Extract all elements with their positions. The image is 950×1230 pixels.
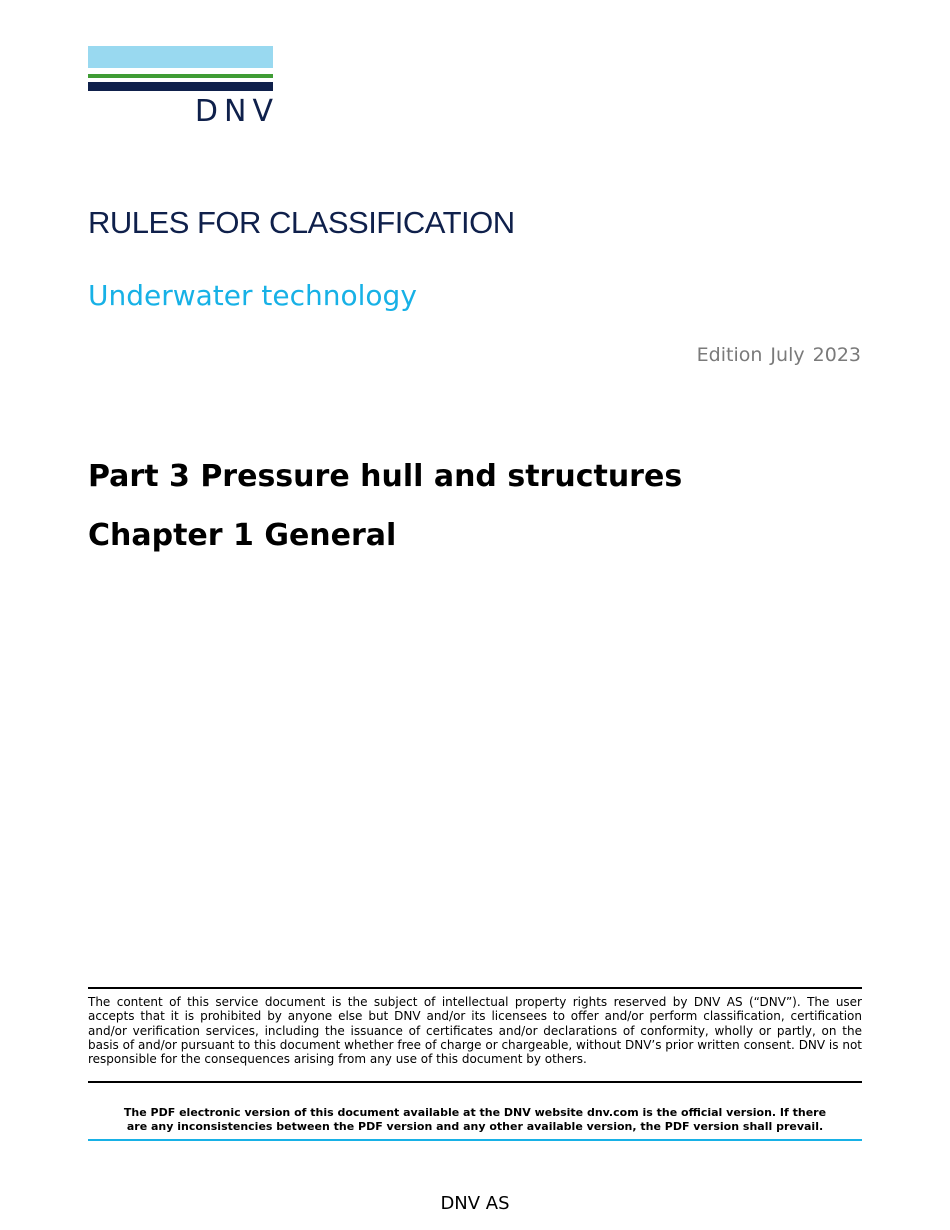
document-series: RULES FOR CLASSIFICATION [88,205,515,240]
publisher: DNV AS [440,1193,510,1214]
logo-navy-bar [88,82,273,91]
chapter-title: Chapter 1 General [88,518,397,553]
edition-label: Edition July 2023 [696,344,861,366]
logo-green-bar [88,74,273,78]
official-version-notice [88,1106,862,1133]
official-notice-line-1: The PDF electronic version of this document available at the DNV website dnv.com is the official version. If there [123,1106,827,1119]
part-title: Part 3 Pressure hull and structures [88,459,683,494]
disclaimer-text: The content of this service document is the subject of intellectual property rights reserved by DNV AS (“DNV”). The user accepts that it is prohibited by anyone else but DNV and/or its licensees to offer and/or perform classification, certification and/or verification services, including the issuance of certificates and/or declarations of conformity, wholly or partly, on the basis of and/or pursuant to this document whether free of charge or chargeable, without DNV’s prior written consent. DNV is not responsible for the consequences arising from any use of this document by others. [88,995,862,1067]
document-title: Underwater technology [88,279,417,312]
divider-middle [88,1081,862,1083]
official-notice-line-2: are any inconsistencies between the PDF version and any other available version, the PDF version shall prevail. [126,1119,824,1133]
logo-light-blue-bar [88,46,273,68]
divider-bottom [88,1139,862,1141]
dnv-logo [88,46,279,129]
divider-top [88,987,862,989]
logo-wordmark: DNV [194,94,279,129]
